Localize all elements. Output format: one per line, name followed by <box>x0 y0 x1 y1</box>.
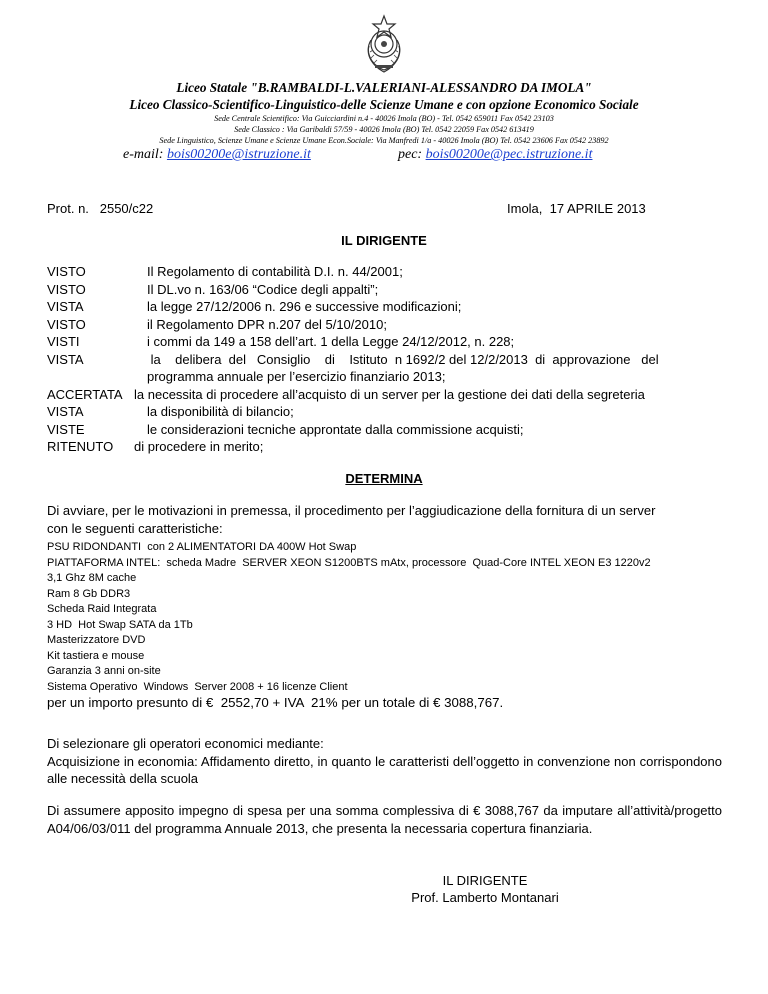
premise-text: il Regolamento DPR n.207 del 5/10/2010; <box>147 316 387 332</box>
premise-key: VISTA <box>47 299 84 314</box>
intro-paragraph <box>47 502 722 537</box>
premise-text: Il DL.vo n. 163/06 “Codice degli appalti”; <box>147 281 379 297</box>
premise-row <box>47 369 727 387</box>
premise-row <box>47 422 727 440</box>
premise-text: Il Regolamento di contabilità D.I. n. 44/2001; <box>147 264 403 279</box>
premise-row <box>47 439 727 457</box>
spec-item: Ram 8 Gb DDR3 <box>47 587 131 600</box>
spec-item: Garanzia 3 anni on-site <box>47 665 161 677</box>
premises-list <box>47 264 727 457</box>
premise-row <box>47 317 727 335</box>
premise-text: i commi da 149 a 158 dell’art. 1 della Legge 24/12/2012, n. 228; <box>147 334 515 349</box>
email-link[interactable]: bois00200e@istruzione.it <box>166 147 311 162</box>
selection-line-1: Di selezionare gli operatori economici mediante: <box>47 736 324 751</box>
server-specs-list <box>47 540 651 695</box>
premise-row <box>47 299 727 317</box>
premise-text: la delibera del Consiglio di Istituto n 1692/2 del 12/2/2013 di approvazione del <box>147 351 659 367</box>
pec-label: pec: <box>398 147 423 162</box>
address-line-3: Sede Linguistico, Scienze Umane e Scienze Umane Econ.Sociale: Via Manfredi 1/a - 40026 Imola (BO) Tel. 0542 23606 Fax 0542 23892 <box>159 136 609 145</box>
spec-item: Kit tastiera e mouse <box>47 649 145 662</box>
premise-text: la necessita di procedere all’acquisto di un server per la gestione dei dati della segreteria <box>134 386 645 402</box>
premise-text: le considerazioni tecniche approntate dalla commissione acquisti; <box>147 421 524 437</box>
spec-item: Masterizzatore DVD <box>47 634 146 646</box>
email-row <box>123 147 311 163</box>
premise-key: VISTO <box>47 316 86 332</box>
spec-item: Scheda Raid Integrata <box>47 603 157 615</box>
premise-row <box>47 387 727 405</box>
premise-text: la legge 27/12/2006 n. 296 e successive modificazioni; <box>147 299 462 314</box>
spec-item: 3,1 Ghz 8M cache <box>47 572 137 584</box>
commitment-paragraph: Di assumere apposito impegno di spesa per una somma complessiva di € 3088,767 da imputare all’attività/progetto A04/06/03/011 del programma Annuale 2013, che presenta la necessaria copertura finanziaria. <box>47 803 722 836</box>
school-subtitle: Liceo Classico-Scientifico-Linguistico-delle Scienze Umane e con opzione Economico Sociale <box>129 97 639 112</box>
premise-key: VISTO <box>47 281 86 297</box>
pec-row <box>398 147 592 163</box>
heading-dirigente: IL DIRIGENTE <box>341 233 427 248</box>
selection-line-2: Acquisizione in economia: Affidamento diretto, in quanto le caratteristi dell’oggetto in convenzione non corrispondono alle necessità della scuola <box>47 753 722 786</box>
heading-determina: DETERMINA <box>345 471 423 486</box>
premise-key: RITENUTO <box>47 439 114 454</box>
premise-key: ACCERTATA <box>47 386 123 402</box>
pec-link[interactable]: bois00200e@pec.istruzione.it <box>425 147 593 162</box>
premise-row <box>47 334 727 352</box>
republic-emblem-icon <box>361 10 407 76</box>
spec-item: PSU RIDONDANTI con 2 ALIMENTATORI DA 400W Hot Swap <box>47 541 357 553</box>
email-label: e-mail: <box>123 147 164 162</box>
premise-row <box>47 282 727 300</box>
premise-key: VISTE <box>47 421 85 437</box>
price-line: per un importo presunto di € 2552,70 + IVA 21% per un totale di € 3088,767. <box>47 695 504 710</box>
premise-text: di procedere in merito; <box>134 439 264 454</box>
premise-key: VISTO <box>47 264 86 279</box>
signature-block <box>390 872 580 906</box>
selection-paragraph <box>47 735 722 788</box>
premise-row <box>47 264 727 282</box>
premise-row <box>47 404 727 422</box>
intro-line-2: con le seguenti caratteristiche: <box>47 520 223 536</box>
premise-key: VISTA <box>47 404 84 419</box>
address-line-1: Sede Centrale Scientifico: Via Guicciardini n.4 - 40026 Imola (BO) - Tel. 0542 659011 Fax 0542 23103 <box>214 114 554 123</box>
school-name: Liceo Statale "B.RAMBALDI-L.VALERIANI-ALESSANDRO DA IMOLA" <box>176 80 592 95</box>
spec-item: Sistema Operativo Windows Server 2008 + 16 licenze Client <box>47 680 348 693</box>
spec-item: 3 HD Hot Swap SATA da 1Tb <box>47 618 193 631</box>
premise-text: programma annuale per l’esercizio finanziario 2013; <box>147 369 446 384</box>
address-line-2: Sede Classico : Via Garibaldi 57/59 - 40026 Imola (BO) Tel. 0542 22059 Fax 0542 613419 <box>234 125 534 134</box>
protocol-number: Prot. n. 2550/c22 <box>47 201 154 216</box>
premise-key: VISTI <box>47 334 80 349</box>
document-date: Imola, 17 APRILE 2013 <box>507 201 646 216</box>
premise-text: la disponibilità di bilancio; <box>147 404 294 419</box>
premise-row <box>47 352 727 370</box>
premise-key: VISTA <box>47 351 84 367</box>
spec-item: PIATTAFORMA INTEL: scheda Madre SERVER XEON S1200BTS mAtx, processore Quad-Core INTEL XEON E3 1220v2 <box>47 556 651 569</box>
signature-name: Prof. Lamberto Montanari <box>411 890 559 905</box>
signature-role: IL DIRIGENTE <box>442 873 528 888</box>
intro-line-1: Di avviare, per le motivazioni in premessa, il procedimento per l’aggiudicazione della fornitura di un server <box>47 503 656 518</box>
